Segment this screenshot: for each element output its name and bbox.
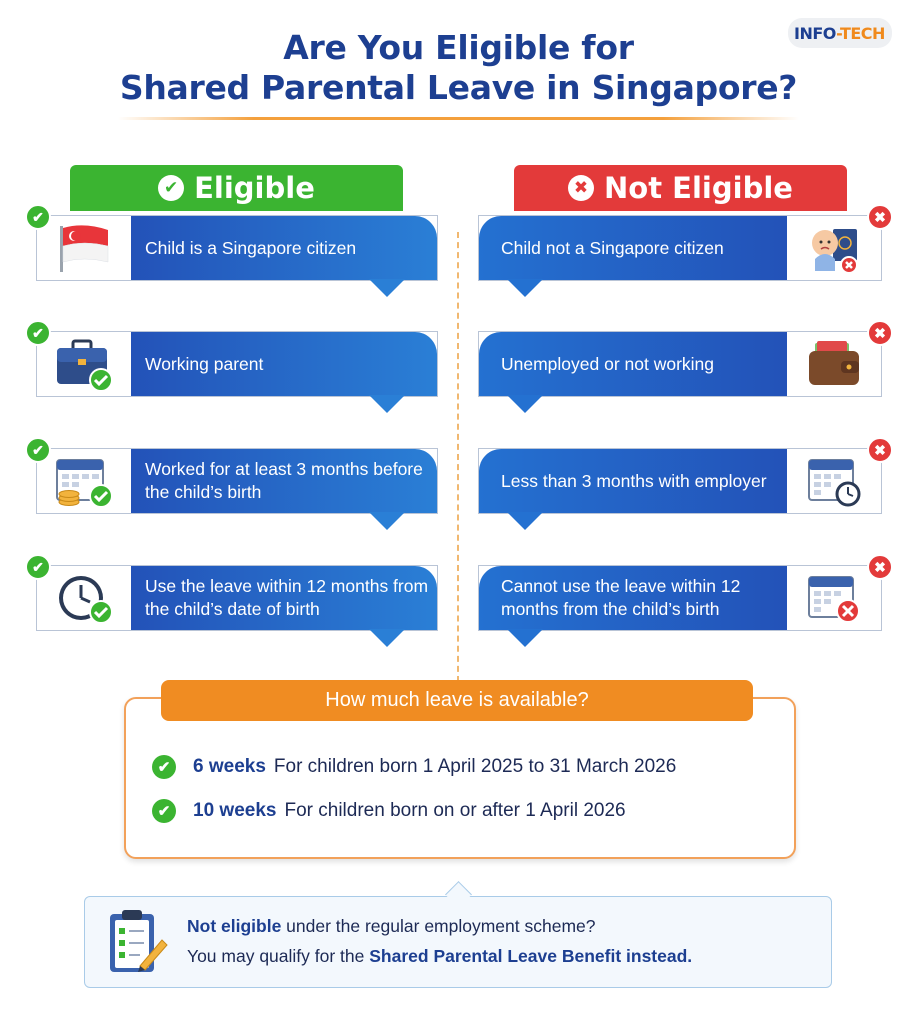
- clipboard-checklist-icon: [104, 906, 170, 983]
- not-eligible-item: [478, 208, 886, 281]
- calendar-coins-icon: [37, 449, 131, 513]
- page-title: [0, 28, 917, 108]
- check-icon: ✔: [25, 437, 51, 463]
- not-eligible-header: [514, 165, 847, 211]
- eligible-item-text: Use the leave within 12 months from the child’s date of birth: [131, 566, 437, 630]
- banner-tail: [507, 512, 543, 530]
- title-line-2: Shared Parental Leave in Singapore?: [119, 68, 798, 107]
- banner-tail: [369, 395, 405, 413]
- brand-logo: [788, 18, 894, 48]
- leave-header: How much leave is available?: [161, 680, 753, 721]
- banner-tail: [507, 629, 543, 647]
- banner-tail: [369, 512, 405, 530]
- eligible-item: [32, 558, 438, 631]
- check-icon: ✔: [152, 799, 176, 823]
- eligible-item: [32, 441, 438, 514]
- not-eligible-item: [478, 324, 886, 397]
- eligible-item-text: Working parent: [131, 332, 437, 396]
- note-text: You may qualify for the: [187, 946, 370, 966]
- leave-item: [152, 752, 676, 782]
- banner-tail: [369, 629, 405, 647]
- x-icon: ✖: [568, 175, 594, 201]
- logo-tech: -TECH: [836, 24, 885, 43]
- logo-info: INFO: [794, 24, 837, 43]
- logo-text: [794, 24, 885, 43]
- title-line-1: Are You Eligible for: [283, 28, 634, 67]
- eligible-header: [70, 165, 403, 211]
- eligible-item-text: Child is a Singapore citizen: [131, 216, 437, 280]
- check-icon: ✔: [25, 320, 51, 346]
- eligible-item: [32, 208, 438, 281]
- check-icon: ✔: [158, 175, 184, 201]
- banner-tail: [507, 395, 543, 413]
- calendar-clock-icon: [787, 449, 881, 513]
- not-eligible-item-text: Child not a Singapore citizen: [479, 216, 787, 280]
- note-box: [84, 896, 832, 988]
- check-icon: ✔: [25, 204, 51, 230]
- column-divider: [457, 232, 459, 682]
- x-icon: ✖: [867, 437, 893, 463]
- eligible-item-text: Worked for at least 3 months before the child’s birth: [131, 449, 437, 513]
- x-icon: ✖: [867, 320, 893, 346]
- singapore-flag-icon: [37, 216, 131, 280]
- clock-check-icon: [37, 566, 131, 630]
- baby-passport-icon: [787, 216, 881, 280]
- not-eligible-item: [478, 441, 886, 514]
- note-text: under the regular employment scheme?: [281, 916, 596, 936]
- note-line-1: [187, 916, 596, 937]
- not-eligible-header-label: Not Eligible: [604, 171, 793, 205]
- note-emphasis: Not eligible: [187, 916, 282, 936]
- eligible-header-label: Eligible: [194, 171, 315, 205]
- wallet-icon: [787, 332, 881, 396]
- not-eligible-item-text: Unemployed or not working: [479, 332, 787, 396]
- leave-description: For children born on or after 1 April 2026: [284, 800, 626, 821]
- leave-description: For children born 1 April 2025 to 31 March 2026: [273, 756, 677, 777]
- x-icon: ✖: [867, 204, 893, 230]
- check-icon: ✔: [152, 755, 176, 779]
- leave-item: [152, 796, 626, 826]
- not-eligible-item: [478, 558, 886, 631]
- note-line-2: [187, 946, 692, 967]
- title-underline: [118, 117, 799, 120]
- leave-amount: 6 weeks: [193, 756, 266, 777]
- not-eligible-item-text: Less than 3 months with employer: [479, 449, 787, 513]
- note-emphasis: Shared Parental Leave Benefit instead.: [369, 946, 693, 966]
- check-icon: ✔: [25, 554, 51, 580]
- banner-tail: [507, 279, 543, 297]
- banner-tail: [369, 279, 405, 297]
- eligible-item: [32, 324, 438, 397]
- calendar-x-icon: [787, 566, 881, 630]
- not-eligible-item-text: Cannot use the leave within 12 months from the child’s birth: [479, 566, 787, 630]
- x-icon: ✖: [867, 554, 893, 580]
- leave-amount: 10 weeks: [193, 800, 277, 821]
- briefcase-icon: [37, 332, 131, 396]
